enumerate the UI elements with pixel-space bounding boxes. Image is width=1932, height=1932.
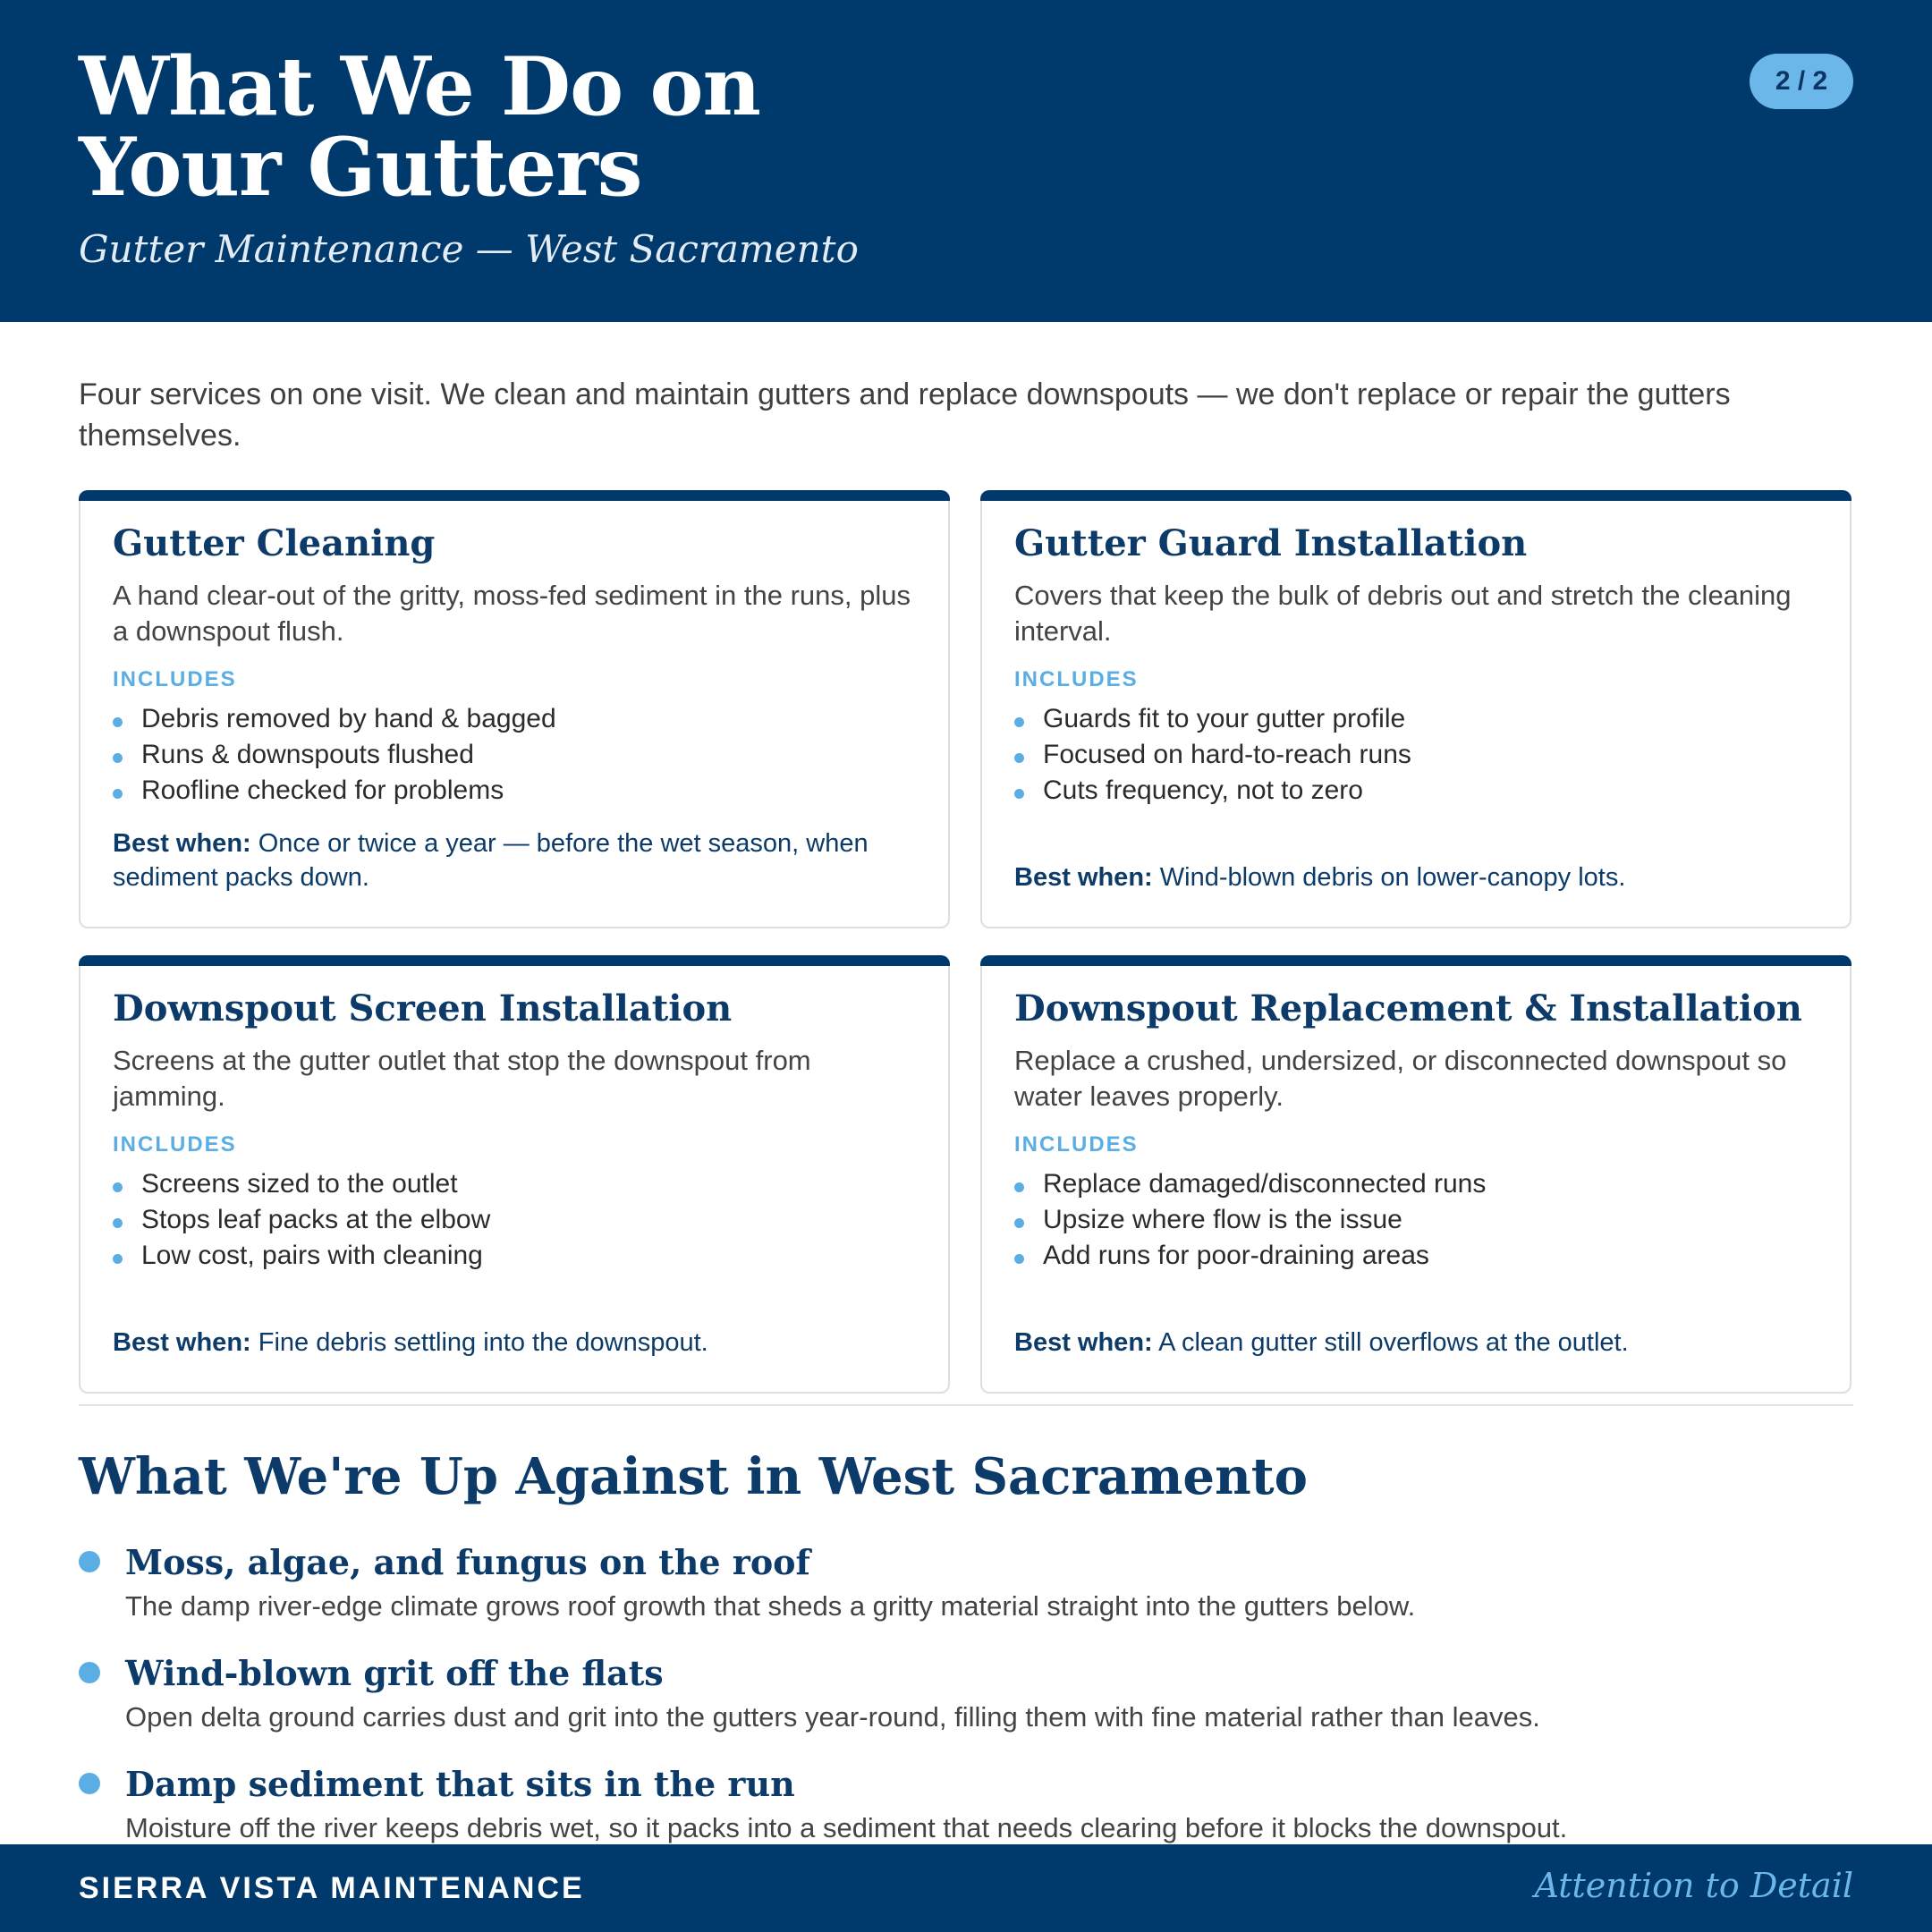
page-title-line-2: Your Gutters bbox=[79, 120, 642, 215]
list-item: Add runs for poor-draining areas bbox=[1014, 1238, 1486, 1274]
list-item: Stops leaf packs at the elbow bbox=[113, 1202, 490, 1238]
service-title: Downspout Screen Installation bbox=[113, 987, 733, 1030]
list-item: Screens sized to the outlet bbox=[113, 1166, 490, 1202]
includes-list bbox=[1014, 701, 1411, 809]
service-card-downspout-screen bbox=[79, 955, 950, 1394]
includes-list bbox=[113, 701, 556, 809]
page-header bbox=[0, 0, 1932, 322]
bullet-dot-icon bbox=[79, 1773, 100, 1794]
list-item: Runs & downspouts flushed bbox=[113, 737, 556, 773]
challenge-description: Open delta ground carries dust and grit into the gutters year-round, filling them with fine material rather than leaves. bbox=[125, 1701, 1540, 1733]
best-when bbox=[1014, 1326, 1819, 1360]
page-subtitle: Gutter Maintenance — West Sacramento bbox=[79, 227, 859, 271]
best-when bbox=[113, 826, 918, 894]
best-when-label: Best when: bbox=[113, 829, 251, 858]
service-title: Downspout Replacement & Installation bbox=[1014, 987, 1802, 1030]
service-card-gutter-cleaning bbox=[79, 490, 950, 928]
best-when bbox=[1014, 860, 1819, 894]
challenge-description: Moisture off the river keeps debris wet, so it packs into a sediment that needs clearing before it blocks the downspout. bbox=[125, 1812, 1568, 1843]
service-description: Covers that keep the bulk of debris out and stretch the cleaning interval. bbox=[1014, 580, 1792, 647]
best-when-label: Best when: bbox=[113, 1328, 251, 1357]
page-title-line-1: What We Do on bbox=[79, 39, 760, 134]
includes-label: INCLUDES bbox=[113, 667, 237, 691]
bullet-dot-icon bbox=[79, 1662, 100, 1683]
list-item: Focused on hard-to-reach runs bbox=[1014, 737, 1411, 773]
includes-list bbox=[113, 1166, 490, 1274]
challenge-title: Damp sediment that sits in the run bbox=[125, 1764, 795, 1804]
list-item: Upsize where flow is the issue bbox=[1014, 1202, 1486, 1238]
best-when bbox=[113, 1326, 918, 1360]
service-title: Gutter Cleaning bbox=[113, 522, 436, 564]
best-when-text: Once or twice a year — before the wet season, when sediment packs down. bbox=[113, 829, 869, 892]
service-card-downspout-replacement bbox=[980, 955, 1852, 1394]
challenge-title: Moss, algae, and fungus on the roof bbox=[125, 1542, 810, 1582]
intro-text: Four services on one visit. We clean and maintain gutters and replace downspouts — we don't replace or repair the gutters themselves. bbox=[79, 377, 1731, 453]
best-when-label: Best when: bbox=[1014, 863, 1153, 892]
includes-list bbox=[1014, 1166, 1486, 1274]
service-description: Replace a crushed, undersized, or disconnected downspout so water leaves properly. bbox=[1014, 1045, 1787, 1112]
bullet-dot-icon bbox=[79, 1551, 100, 1572]
list-item: Roofline checked for problems bbox=[113, 773, 556, 809]
best-when-text: A clean gutter still overflows at the outlet. bbox=[1158, 1328, 1629, 1357]
best-when-text: Fine debris settling into the downspout. bbox=[258, 1328, 708, 1357]
best-when-label: Best when: bbox=[1014, 1328, 1153, 1357]
service-title: Gutter Guard Installation bbox=[1014, 522, 1528, 564]
challenges-section-title: What We're Up Against in West Sacramento bbox=[79, 1447, 1308, 1506]
page-title bbox=[79, 39, 1152, 215]
list-item: Low cost, pairs with cleaning bbox=[113, 1238, 490, 1274]
list-item: Cuts frequency, not to zero bbox=[1014, 773, 1411, 809]
service-card-gutter-guard bbox=[980, 490, 1852, 928]
includes-label: INCLUDES bbox=[113, 1132, 237, 1157]
service-description: Screens at the gutter outlet that stop the downspout from jamming. bbox=[113, 1045, 811, 1112]
list-item: Guards fit to your gutter profile bbox=[1014, 701, 1411, 737]
list-item: Replace damaged/disconnected runs bbox=[1014, 1166, 1486, 1202]
section-divider bbox=[79, 1404, 1853, 1406]
service-description: A hand clear-out of the gritty, moss-fed sediment in the runs, plus a downspout flush. bbox=[113, 580, 911, 647]
includes-label: INCLUDES bbox=[1014, 667, 1139, 691]
footer-brand: SIERRA VISTA MAINTENANCE bbox=[79, 1871, 585, 1905]
challenge-title: Wind-blown grit off the flats bbox=[125, 1653, 664, 1693]
includes-label: INCLUDES bbox=[1014, 1132, 1139, 1157]
challenge-description: The damp river-edge climate grows roof growth that sheds a gritty material straight into the gutters below. bbox=[125, 1590, 1416, 1622]
page-indicator-badge: 2 / 2 bbox=[1750, 54, 1853, 109]
best-when-text: Wind-blown debris on lower-canopy lots. bbox=[1159, 863, 1626, 892]
footer-tagline: Attention to Detail bbox=[1534, 1866, 1853, 1905]
page-footer bbox=[0, 1844, 1932, 1932]
list-item: Debris removed by hand & bagged bbox=[113, 701, 556, 737]
